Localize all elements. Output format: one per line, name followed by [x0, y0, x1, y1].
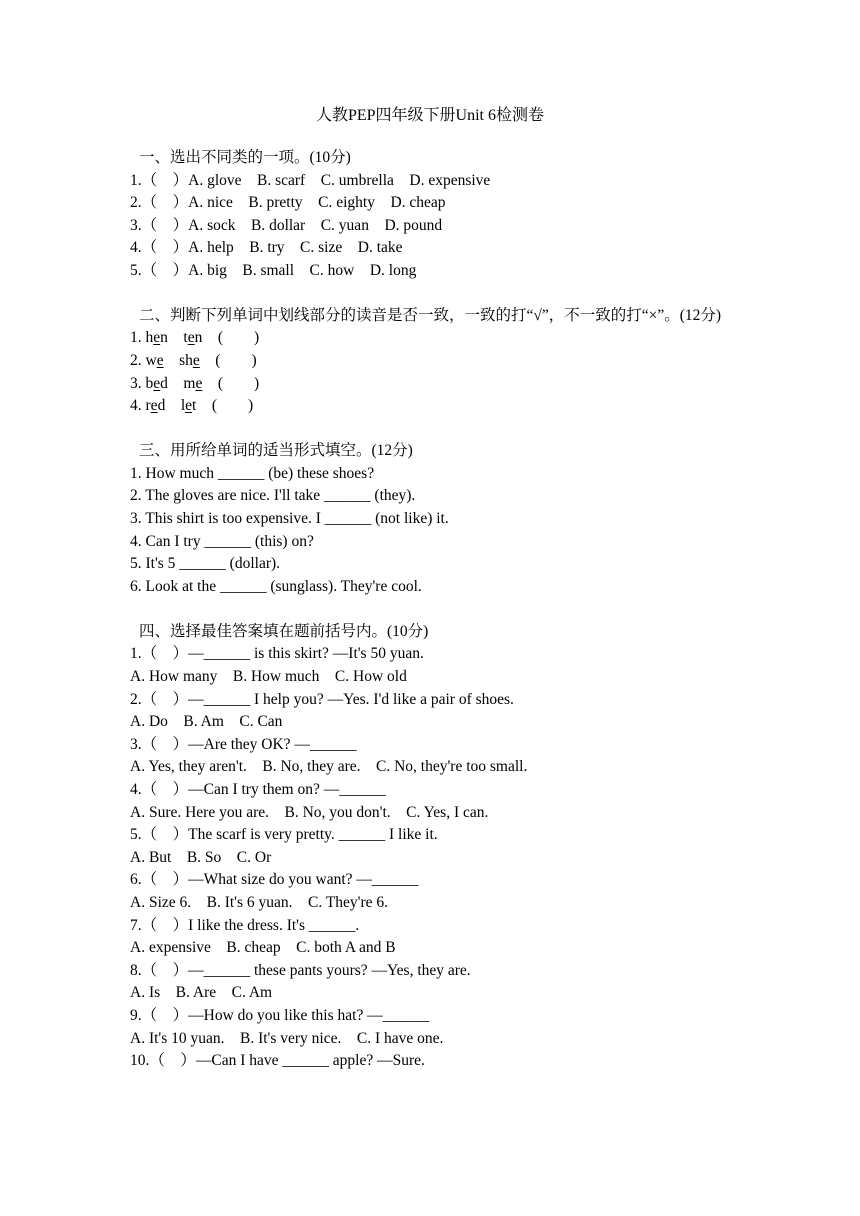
word-part: m — [183, 374, 196, 392]
word-part: n — [194, 329, 203, 347]
section-4-heading: 四、选择最佳答案填在题前括号内。(10分) — [139, 622, 429, 640]
underlined-letter: e — [153, 329, 161, 347]
section-1-item: 2.（ ）A. nice B. pretty C. eighty D. cheap — [130, 194, 446, 212]
word-part: sh — [179, 352, 193, 370]
answer-blank: ( ) — [217, 329, 260, 347]
word-part: b — [145, 374, 154, 392]
answer-blank: ( ) — [215, 352, 257, 370]
section-4-question: 10.（ ）—Can I have ______ apple? —Sure. — [130, 1052, 425, 1070]
word-part: w — [145, 352, 157, 370]
word-part: t — [183, 329, 188, 347]
section-4-options: A. Sure. Here you are. B. No, you don't. C. Yes, I can. — [130, 803, 489, 821]
section-4-question: 9.（ ）—How do you like this hat? —______ — [130, 1006, 430, 1024]
word-part: r — [145, 397, 151, 415]
word-part: t — [192, 397, 197, 415]
section-1-item: 5.（ ）A. big B. small C. how D. long — [130, 261, 417, 279]
section-2-heading: 二、判断下列单词中划线部分的读音是否一致，一致的打“√”，不一致的打“×”。(12分) — [139, 306, 722, 324]
item-number: 4. — [130, 397, 146, 415]
section-3-heading: 三、用所给单词的适当形式填空。(12分) — [139, 442, 413, 460]
section-1-heading: 一、选出不同类的一项。(10分) — [139, 149, 351, 166]
underlined-letter: e — [156, 352, 164, 370]
section-4-question: 7.（ ）I like the dress. It's ______. — [130, 916, 360, 934]
section-3-item: 4. Can I try ______ (this) on? — [130, 532, 314, 550]
word-part: d — [157, 397, 166, 415]
section-4-options: A. It's 10 yuan. B. It's very nice. C. I have one. — [130, 1029, 444, 1047]
section-3-item: 2. The gloves are nice. I'll take ______ (they). — [130, 487, 416, 505]
item-number: 3. — [130, 374, 146, 392]
section-4-options: A. Size 6. B. It's 6 yuan. C. They're 6. — [130, 893, 389, 911]
section-1-item: 1.（ ）A. glove B. scarf C. umbrella D. expensive — [130, 171, 491, 189]
section-4-question: 4.（ ）—Can I try them on? —______ — [130, 780, 386, 798]
section-3-item: 6. Look at the ______ (sunglass). They're cool. — [130, 577, 422, 595]
section-4-question: 2.（ ）—______ I help you? —Yes. I'd like a pair of shoes. — [130, 690, 514, 708]
item-number: 2. — [130, 352, 146, 370]
underlined-letter: e — [153, 374, 161, 392]
section-3-item: 5. It's 5 ______ (dollar). — [130, 555, 281, 573]
section-4-options: A. How many B. How much C. How old — [130, 668, 407, 685]
section-4-options: A. Is B. Are C. Am — [130, 984, 273, 1002]
section-4-options: A. But B. So C. Or — [130, 848, 272, 866]
section-4-options: A. Do B. Am C. Can — [130, 713, 283, 731]
section-4-question: 6.（ ）—What size do you want? —______ — [130, 871, 419, 889]
section-4-question: 3.（ ）—Are they OK? —______ — [130, 735, 357, 753]
section-2-item — [130, 373, 770, 396]
word-part: d — [160, 374, 168, 392]
section-4-options: A. expensive B. cheap C. both A and B — [130, 939, 396, 957]
section-2-item — [130, 395, 770, 418]
section-4-options: A. Yes, they aren't. B. No, they are. C. No, they're too small. — [130, 758, 528, 776]
section-1-item: 4.（ ）A. help B. try C. size D. take — [130, 239, 403, 257]
section-4-question: 5.（ ）The scarf is very pretty. ______ I like it. — [130, 826, 438, 844]
word-part: n — [160, 329, 168, 347]
answer-blank: ( ) — [211, 397, 254, 415]
underlined-letter: e — [187, 329, 195, 347]
word-part: h — [145, 329, 154, 347]
section-4-question: 1.（ ）—______ is this skirt? —It's 50 yuan. — [130, 645, 424, 663]
section-3-item: 3. This shirt is too expensive. I ______ (not like) it. — [130, 510, 449, 528]
answer-blank: ( ) — [217, 374, 260, 392]
underlined-letter: e — [192, 352, 200, 370]
underlined-letter: e — [185, 397, 193, 415]
word-part: l — [180, 397, 186, 415]
item-number: 1. — [130, 329, 146, 347]
page-title: 人教PEP四年级下册Unit 6检测卷 — [315, 107, 545, 124]
underlined-letter: e — [195, 374, 203, 392]
underlined-letter: e — [150, 397, 158, 415]
section-1-item: 3.（ ）A. sock B. dollar C. yuan D. pound — [130, 216, 443, 234]
section-3-item: 1. How much ______ (be) these shoes? — [130, 464, 375, 482]
section-2-item — [130, 327, 770, 350]
exam-content — [130, 147, 770, 1073]
section-2-item — [130, 350, 770, 373]
section-4-question: 8.（ ）—______ these pants yours? —Yes, they are. — [130, 961, 471, 979]
